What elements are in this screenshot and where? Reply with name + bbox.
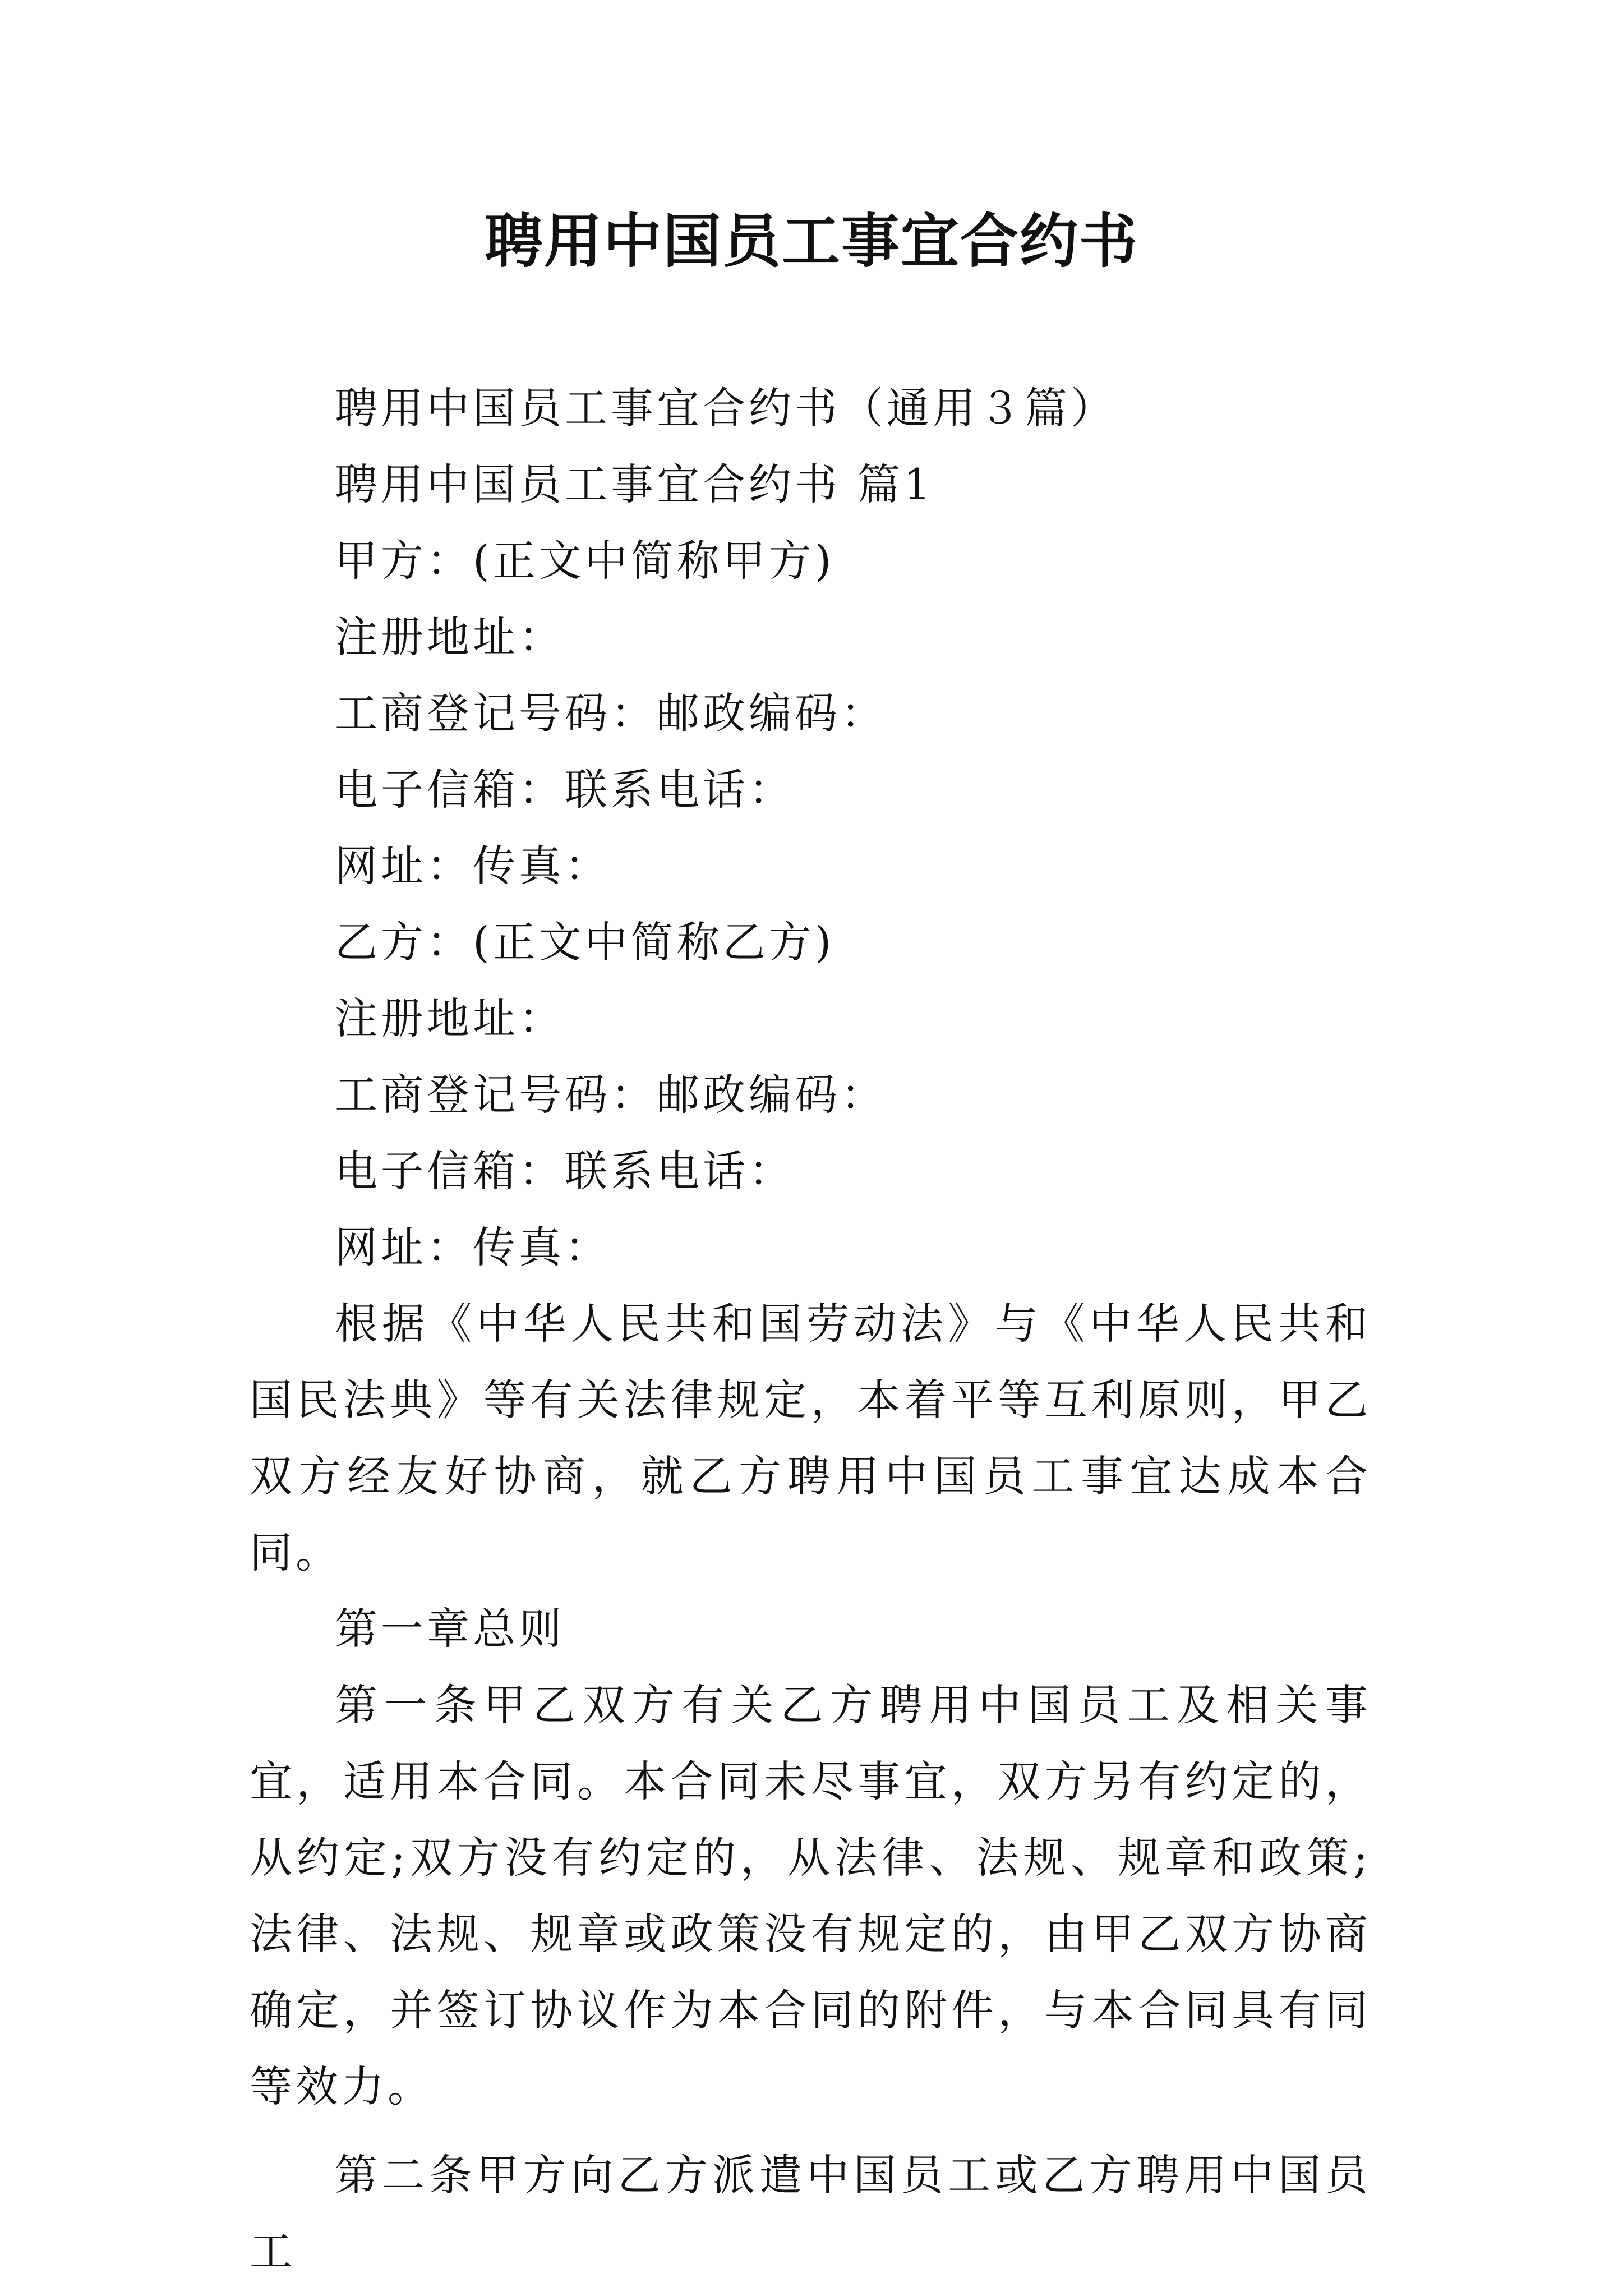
paragraph-party-a-website: 网址：传真： xyxy=(335,841,611,891)
paragraph-party-b-email: 电子信箱：联系电话： xyxy=(335,1146,795,1196)
paragraph-chapter-heading: 第一章总则 xyxy=(335,1604,565,1654)
paragraph-article-2: 第二条甲方向乙方派遣中国员工或乙方聘用中国员工 xyxy=(250,2150,1371,2276)
paragraph-subtitle: 聘用中国员工事宜合约书（通用３篇） xyxy=(335,383,1117,433)
paragraph-party-b-address: 注册地址： xyxy=(335,993,565,1043)
paragraph-party-a: 甲方：(正文中简称甲方) xyxy=(335,536,835,586)
paragraph-party-a-registration: 工商登记号码：邮政编码： xyxy=(335,688,887,738)
paragraph-party-a-email: 电子信箱：联系电话： xyxy=(335,765,795,815)
paragraph-party-b-website: 网址：传真： xyxy=(335,1222,611,1272)
document-title: 聘用中国员工事宜合约书 xyxy=(484,206,1138,275)
document-body xyxy=(250,370,1371,2290)
paragraph-article-1: 第一条甲乙双方有关乙方聘用中国员工及相关事宜，适用本合同。本合同未尽事宜，双方另有约定的，从约定;双方没有约定的，从法律、法规、规章和政策;法律、法规、规章或政策没有规定的，由甲乙双方协商确定，并签订协议作为本合同的附件，与本合同具有同等效力。 xyxy=(250,1680,1371,2111)
paragraph-party-b-registration: 工商登记号码：邮政编码： xyxy=(335,1070,887,1120)
paragraph-party-b: 乙方：(正文中简称乙方) xyxy=(335,917,835,967)
paragraph-party-a-address: 注册地址： xyxy=(335,612,565,662)
paragraph-part-heading: 聘用中国员工事宜合约书 篇1 xyxy=(335,459,934,509)
paragraph-preamble: 根据《中华人民共和国劳动法》与《中华人民共和国民法典》等有关法律规定，本着平等互利原则，甲乙双方经友好协商，就乙方聘用中国员工事宜达成本合同。 xyxy=(250,1299,1371,1577)
